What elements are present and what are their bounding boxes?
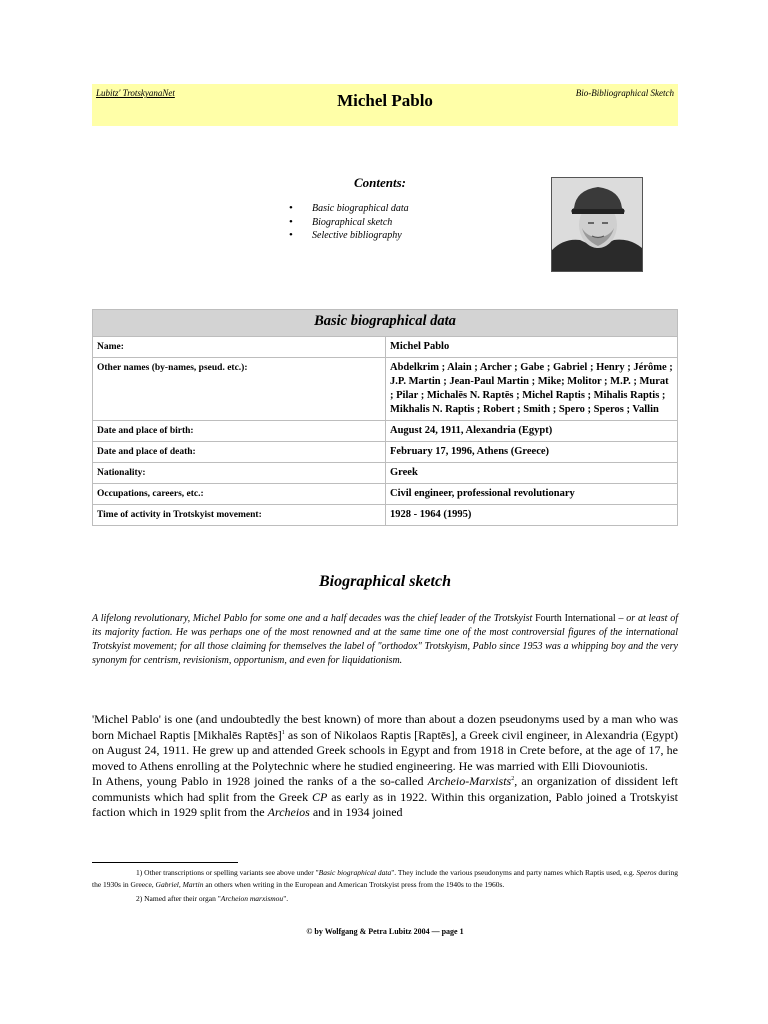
table-row <box>93 505 678 526</box>
fn1-italic-3: Gabriel, Martin <box>155 879 204 889</box>
contents-item-bibliography[interactable]: • Selective bibliography <box>289 229 409 243</box>
table-row <box>93 484 678 505</box>
portrait-image <box>552 178 642 271</box>
row-label: Date and place of death: <box>93 442 386 463</box>
fn2-text: 2) Named after their organ " <box>136 894 221 903</box>
body-text <box>92 712 678 821</box>
table-heading: Basic biographical data <box>93 310 678 337</box>
contents-item-basic-data[interactable]: • Basic biographical data <box>289 202 409 216</box>
fn1-text-c: during the 1930s in Greece, <box>92 868 678 889</box>
row-label: Date and place of birth: <box>93 421 386 442</box>
footnote-2 <box>92 893 678 905</box>
document-type: Bio-Bibliographical Sketch <box>575 88 674 98</box>
fn1-italic-2: Speros <box>636 868 657 877</box>
site-name[interactable]: Lubitz' TrotskyanaNet <box>96 88 175 98</box>
page-title: Michel Pablo <box>337 91 433 110</box>
p1-text: 'Michel Pablo' is one (and undoubtedly the best known) of more than about a dozen pseudonyms used by a man who was born Michael Raptis [Mikhalēs Raptēs] <box>92 712 678 742</box>
portrait-photo <box>551 177 643 272</box>
row-label: Name: <box>93 337 386 358</box>
row-value: August 24, 1911, Alexandria (Egypt) <box>386 421 678 442</box>
fn1-text-d: an others when writing in the European and American Trotskyist press from the 1940s to the 1960s. <box>203 879 505 889</box>
table-row <box>93 421 678 442</box>
intro-upright-text: Fourth International <box>535 613 616 624</box>
row-label: Nationality: <box>93 463 386 484</box>
p2-text: In Athens, young Pablo in 1928 joined the ranks of a the so-called <box>92 774 428 788</box>
p2-italic-archeio: Archeio-Marxists <box>427 774 512 788</box>
p2-text-c: as early as in 1922. Within this organization, Pablo joined a Trotskyist faction which in 1929 split from the <box>92 789 678 819</box>
table-row <box>93 442 678 463</box>
row-value: Abdelkrim ; Alain ; Archer ; Gabe ; Gabriel ; Henry ; Jérôme ; J.P. Martin ; Jean-Paul Martin ; Mike; Molitor ; M.P. ; Murat ; Pilar ; Michalēs N. Raptēs ; Michel Raptis ; Mihalis Raptis ; Mikhalis N. Raptis ; Robert ; Smith ; Spero ; Speros ; Vallin <box>386 358 678 421</box>
fn1-text: 1) Other transcriptions or spelling variants see above under " <box>136 868 319 877</box>
row-value: February 17, 1996, Athens (Greece) <box>386 442 678 463</box>
p2-italic-archeios: Archeios <box>267 805 310 819</box>
page-footer: © by Wolfgang & Petra Lubitz 2004 — page 1 <box>306 927 464 936</box>
biographical-data-table <box>92 309 678 526</box>
body-paragraph-1 <box>92 712 678 774</box>
footnotes <box>92 867 678 908</box>
body-paragraph-2 <box>92 774 678 821</box>
p2-italic-cp: CP <box>312 789 328 804</box>
intro-paragraph <box>92 612 678 668</box>
p1-text-cont: as son of Nikolaos Raptis [Raptēs], a Greek civil engineer, in Alexandria (Egypt) on August 24, 1911. He grew up and attended Greek schools in Egypt and from 1918 in Crete before, at the age of 17, he moved to Athens enrolling at the Polytechnic where he studied engineering. He was married with Elli Diovouniotis. <box>92 727 679 773</box>
intro-text: A lifelong revolutionary, Michel Pablo for some one and a half decades was the chief leader of the Trotskyist <box>92 613 536 624</box>
contents-title: Contents: <box>353 175 406 190</box>
page-header <box>92 84 678 126</box>
contents-list <box>289 202 409 243</box>
footnote-divider <box>92 862 238 863</box>
p2-text-b: , an organization of dissident left communists which had split from the Greek <box>92 774 678 804</box>
fn1-italic: Basic biographical data <box>318 868 392 877</box>
table-row <box>93 337 678 358</box>
table-row <box>93 463 678 484</box>
section-title-biographical-sketch: Biographical sketch <box>318 573 451 590</box>
row-label: Time of activity in Trotskyist movement: <box>93 505 386 526</box>
footnote-ref-2[interactable]: 2 <box>511 776 515 782</box>
footnote-1 <box>92 867 678 890</box>
row-value: Greek <box>386 463 678 484</box>
contents-item-biographical-sketch[interactable]: • Biographical sketch <box>289 216 409 230</box>
fn2-text-b: ". <box>283 894 289 903</box>
row-label: Other names (by-names, pseud. etc.): <box>93 358 386 421</box>
table-row <box>93 358 678 421</box>
row-value: Civil engineer, professional revolutionary <box>386 484 678 505</box>
fn2-italic: Archeion marxismou <box>220 894 284 903</box>
row-value: Michel Pablo <box>386 337 678 358</box>
row-label: Occupations, careers, etc.: <box>93 484 386 505</box>
p2-text-d: and in 1934 joined <box>309 805 403 819</box>
footnote-ref-1[interactable]: 1 <box>281 729 285 736</box>
intro-text-cont: – or at least of its majority faction. He was perhaps one of the most renowned and at the same time one of the most controversial figures of the international Trotskyist movement; for all those claiming for themselves the label of "orthodox" Trotskyism, Pablo since 1953 was a whipping boy and the very synonym for centrism, revisionism, opportunism, and even for liquidationism. <box>92 613 679 666</box>
row-value: 1928 - 1964 (1995) <box>386 505 678 526</box>
fn1-text-b: ". They include the various pseudonyms and party names which Raptis used, e.g. <box>391 868 637 877</box>
